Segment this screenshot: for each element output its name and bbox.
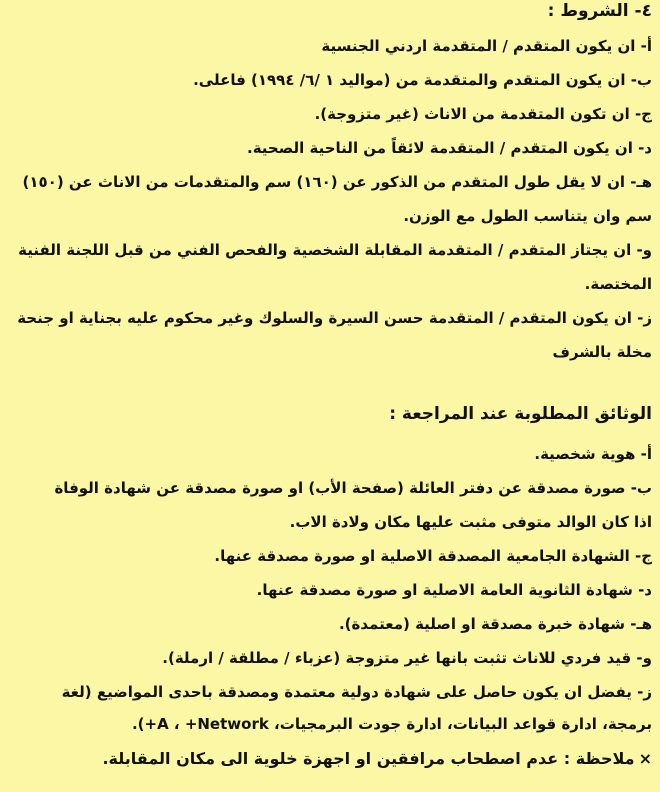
document-item: ب- صورة مصدقة عن دفتر العائلة (صفحة الأب) او صورة مصدقة عن شهادة الوفاة <box>54 479 652 497</box>
condition-item: و- ان يجتاز المتقدم / المتقدمة المقابلة الشخصية والفحص الفني من قبل اللجنة الفنية <box>18 241 652 259</box>
condition-item: هـ- ان لا يقل طول المتقدم من الذكور عن (١٦٠) سم والمتقدمات من الاناث عن (١٥٠) <box>22 173 652 191</box>
document-item-continuation: برمجة، ادارة قواعد البيانات، ادارة جودت البرمجيات، A ، +Network+). <box>131 715 652 733</box>
condition-item: ز- ان يكون المتقدم / المتقدمة حسن السيرة والسلوك وغير محكوم عليه بجناية او جنحة <box>17 309 652 327</box>
note-text: ملاحظة : عدم اصطحاب مرافقين او اجهزة خلوية الى مكان المقابلة. <box>102 749 635 768</box>
document-item: ز- يفضل ان يكون حاصل على شهادة دولية معتمدة ومصدقة باحدى المواضيع (لغة <box>61 683 652 701</box>
document-item: أ- هوية شخصية. <box>534 445 652 463</box>
condition-item: د- ان يكون المتقدم / المتقدمة لائقاً من الناحية الصحية. <box>247 139 652 157</box>
note-line <box>6 748 652 770</box>
documents-heading: الوثائق المطلوبة عند المراجعة : <box>389 404 652 424</box>
document-item: د- شهادة الثانوية العامة الاصلية او صورة مصدقة عنها. <box>256 581 652 599</box>
document-item: ج- الشهادة الجامعية المصدقة الاصلية او صورة مصدقة عنها. <box>214 547 652 565</box>
document-item: هـ- شهادة خبرة مصدقة او اصلية (معتمدة). <box>338 615 652 633</box>
conditions-heading: ٤- الشروط : <box>547 1 652 21</box>
condition-item-continuation: المختصة. <box>584 275 652 293</box>
condition-item-continuation: مخلة بالشرف <box>552 343 652 361</box>
note-bullet: × <box>638 749 652 768</box>
condition-item-continuation: سم وان يتناسب الطول مع الوزن. <box>403 207 652 225</box>
condition-item: ج- ان تكون المتقدمة من الاناث (غير متزوجة). <box>314 105 652 123</box>
document-item-continuation: اذا كان الوالد متوفى مثبت عليها مكان ولادة الاب. <box>289 513 652 531</box>
document-item: و- قيد فردي للاناث تثبت بانها غير متزوجة (عزباء / مطلقة / ارملة). <box>162 649 652 667</box>
condition-item: أ- ان يكون المتقدم / المتقدمة اردني الجنسية <box>321 37 652 55</box>
condition-item: ب- ان يكون المتقدم والمتقدمة من (مواليد ١ /٦/ ١٩٩٤) فاعلى. <box>193 71 652 89</box>
